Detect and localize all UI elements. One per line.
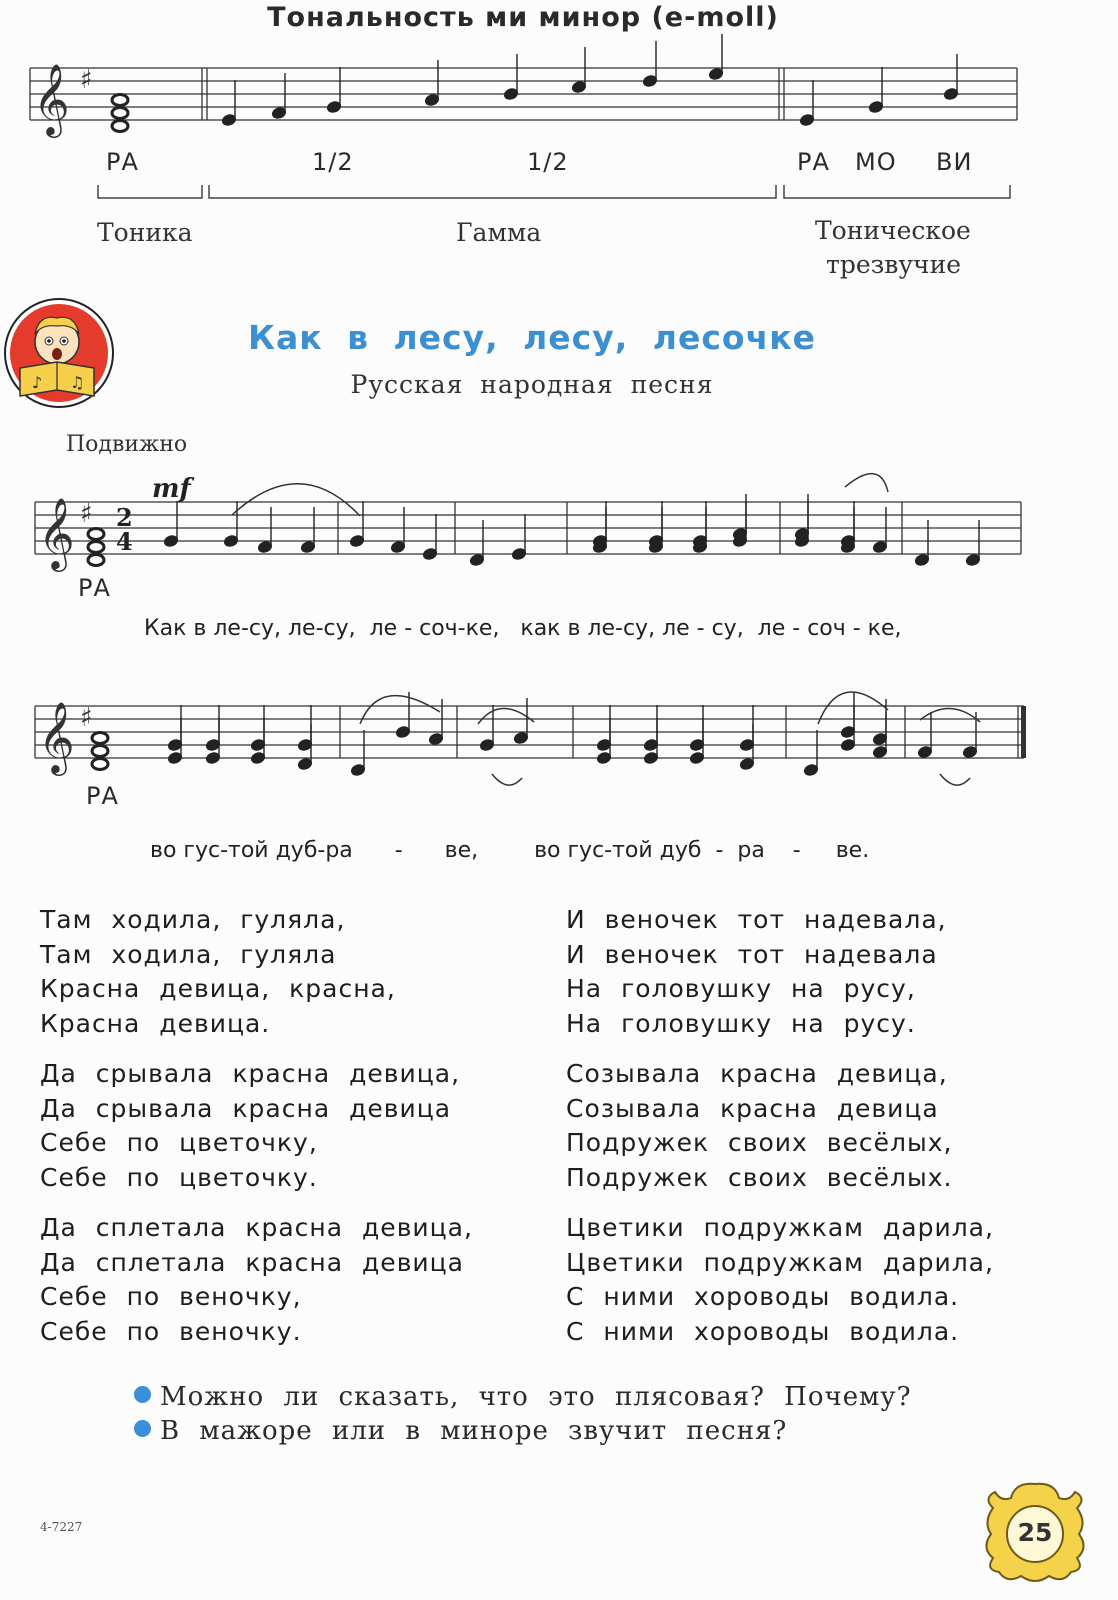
section-title: Тональность ми минор (e-moll) — [267, 2, 779, 33]
verse-line: Там ходила, гуляла, — [40, 905, 346, 934]
treble-clef-icon: 𝄞 — [38, 700, 75, 773]
questions — [134, 1380, 912, 1448]
scale-staff — [0, 0, 1118, 160]
half-step-label: 1/2 — [312, 148, 354, 176]
verse-line: Подружек своих весёлых. — [566, 1162, 953, 1192]
verse-line: Да срывала красна девица — [40, 1093, 452, 1123]
verse-line: Красна девица, красна, — [40, 974, 396, 1003]
solfege-mo: МО — [855, 148, 897, 176]
svg-text:♫: ♫ — [70, 373, 85, 392]
melody-staff-2 — [0, 676, 1118, 846]
lyrics-line: Как в ле-су, ле-су, ле - соч-ке, как в ле-су, ле - су, ле - соч - ке, — [144, 616, 902, 641]
svg-text:♪: ♪ — [32, 373, 43, 392]
verses-left — [40, 903, 540, 1349]
scale-caption: Гамма — [456, 218, 542, 247]
verse-line: Да сплетала красна девица — [40, 1247, 465, 1277]
solfege-ra: РА — [86, 782, 119, 810]
verse-line: И веночек тот надевала, — [566, 905, 947, 934]
lyrics-line: во гус-той дуб-ра - ве, во гус-той дуб - ра - ве. — [150, 838, 870, 863]
verse-line: На головушку на русу. — [566, 1008, 916, 1038]
verse-line: На головушку на русу, — [566, 974, 916, 1003]
time-signature: 4 — [116, 527, 133, 556]
song-subtitle: Русская народная песня — [350, 370, 714, 399]
stanza — [40, 1211, 540, 1349]
question-text: Можно ли сказать, что это плясовая? Почему? — [160, 1382, 912, 1412]
sharp-icon: ♯ — [80, 499, 93, 529]
brackets — [0, 182, 1118, 212]
stanza — [40, 903, 540, 1041]
stanza — [40, 1057, 540, 1195]
question-text: В мажоре или в миноре звучит песня? — [160, 1416, 788, 1446]
song-title: Как в лесу, лесу, лесочке — [247, 318, 817, 357]
stanza — [566, 1057, 1066, 1195]
half-step-label: 1/2 — [527, 148, 569, 176]
question-item — [134, 1414, 912, 1448]
verses-right — [566, 903, 1066, 1349]
tonic-caption: Тоника — [97, 218, 193, 247]
treble-clef-icon: 𝄞 — [33, 62, 70, 135]
dynamic-mark: mf — [152, 474, 191, 504]
verse-line: Созывала красна девица, — [566, 1059, 948, 1088]
sharp-icon: ♯ — [80, 65, 93, 95]
verse-line: Подружек своих весёлых, — [566, 1128, 953, 1157]
print-code: 4-7227 — [40, 1520, 83, 1534]
verse-line: Да сплетала красна девица, — [40, 1213, 473, 1242]
verse-line: Красна девица. — [40, 1008, 271, 1038]
melody-staff-1 — [0, 460, 1118, 630]
stanza — [566, 1211, 1066, 1349]
solfege-ra: РА — [797, 148, 830, 176]
verse-line: Себе по цветочку. — [40, 1162, 318, 1192]
verse-line: Цветики подружкам дарила, — [566, 1213, 994, 1242]
bullet-icon — [134, 1386, 151, 1403]
triad-caption: Тоническое — [815, 216, 971, 245]
verse-line: Созывала красна девица — [566, 1093, 939, 1123]
verse-line: Цветики подружкам дарила, — [566, 1247, 994, 1277]
verse-line: Там ходила, гуляла — [40, 939, 337, 969]
tempo-marking: Подвижно — [66, 432, 188, 457]
time-signature: 2 — [116, 503, 133, 532]
verse-line: С ними хороводы водила. — [566, 1316, 960, 1346]
verse-line: Себе по веночку, — [40, 1282, 302, 1311]
treble-clef-icon: 𝄞 — [38, 496, 75, 569]
solfege-vi: ВИ — [936, 148, 973, 176]
verse-line: Себе по цветочку, — [40, 1128, 318, 1157]
sharp-icon: ♯ — [80, 703, 93, 733]
question-item — [134, 1380, 912, 1414]
verse-line: И веночек тот надевала — [566, 939, 938, 969]
stanza — [566, 903, 1066, 1041]
solfege-ra: РА — [106, 148, 139, 176]
verse-line: Себе по веночку. — [40, 1316, 302, 1346]
bullet-icon — [134, 1420, 151, 1437]
page-number: 25 — [1017, 1518, 1053, 1547]
triad-caption: трезвучие — [826, 250, 962, 279]
verse-line: С ними хороводы водила. — [566, 1282, 960, 1311]
verse-line: Да срывала красна девица, — [40, 1059, 461, 1088]
solfege-ra: РА — [78, 574, 111, 602]
